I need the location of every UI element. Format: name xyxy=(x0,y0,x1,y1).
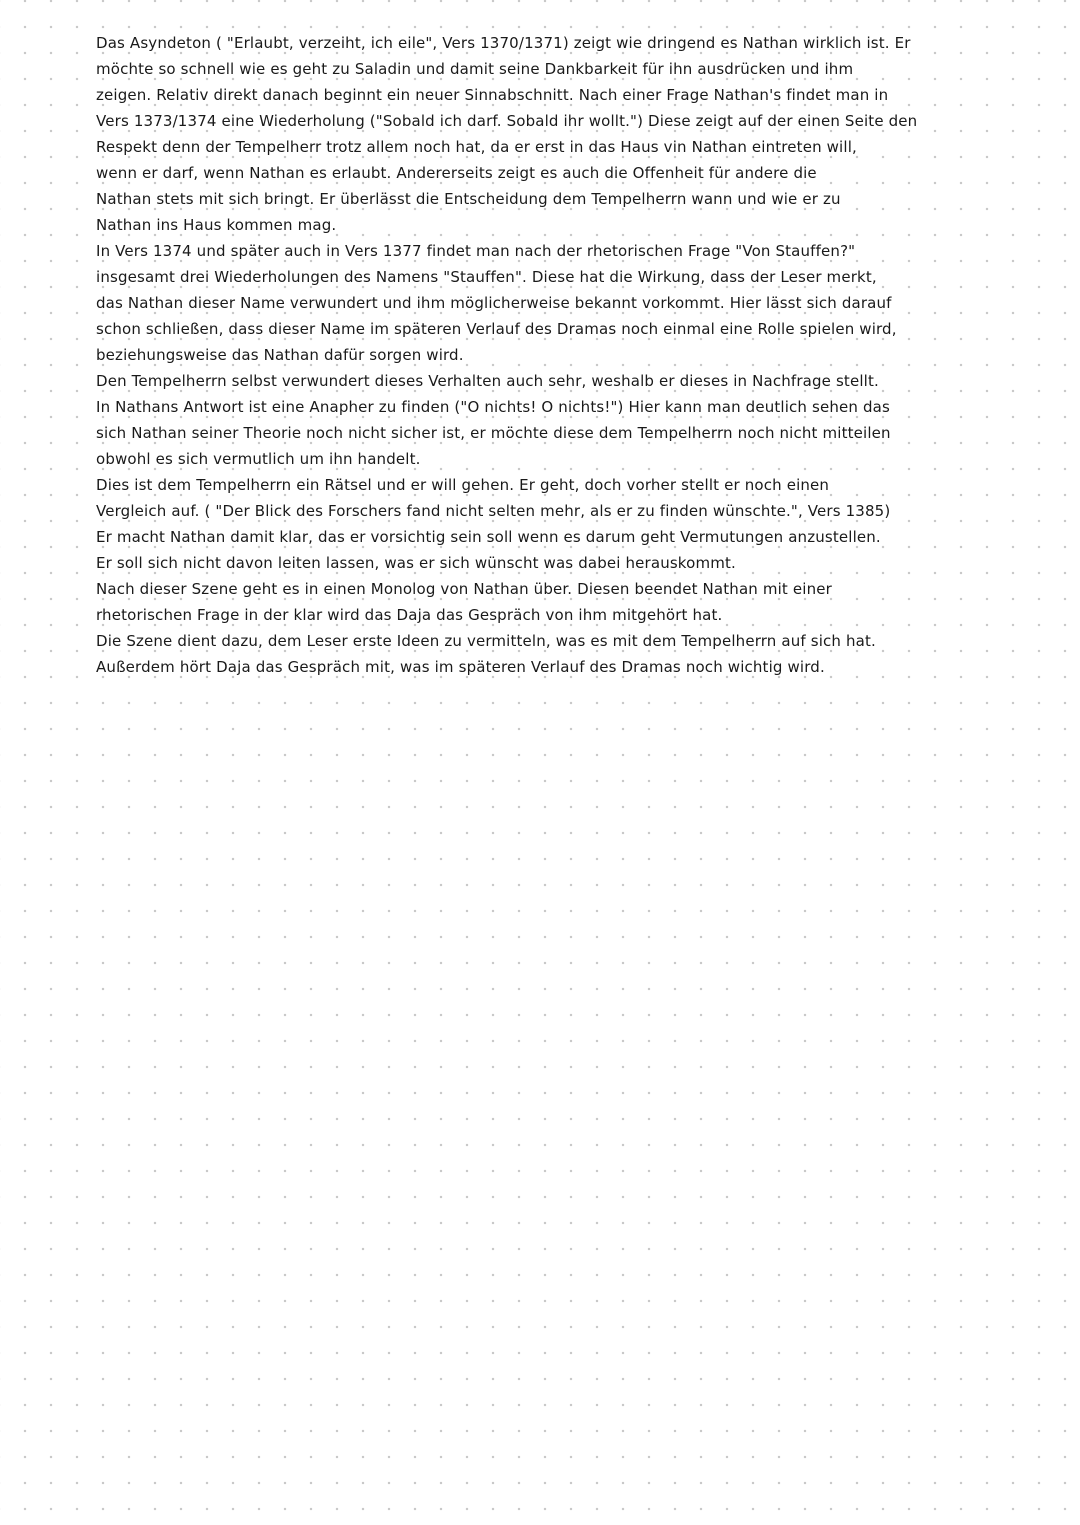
text-line: wenn er darf, wenn Nathan es erlaubt. Andererseits zeigt es auch die Offenheit für andere die xyxy=(96,164,817,182)
text-line: Nathan stets mit sich bringt. Er überlässt die Entscheidung dem Tempelherrn wann und wie er zu xyxy=(96,190,841,208)
text-line: obwohl es sich vermutlich um ihn handelt. xyxy=(96,450,421,468)
text-line: In Vers 1374 und später auch in Vers 1377 findet man nach der rhetorischen Frage "Von Stauffen?" xyxy=(96,242,856,260)
text-line: Vers 1373/1374 eine Wiederholung ("Sobald ich darf. Sobald ihr wollt.") Diese zeigt auf der einen Seite den xyxy=(96,112,918,130)
text-line: zeigen. Relativ direkt danach beginnt ein neuer Sinnabschnitt. Nach einer Frage Nathan's findet man in xyxy=(96,86,889,104)
text-line: Nach dieser Szene geht es in einen Monolog von Nathan über. Diesen beendet Nathan mit einer xyxy=(96,580,832,598)
text-line: Dies ist dem Tempelherrn ein Rätsel und er will gehen. Er geht, doch vorher stellt er noch einen xyxy=(96,476,830,494)
text-line: Nathan ins Haus kommen mag. xyxy=(96,216,337,234)
text-line: insgesamt drei Wiederholungen des Namens "Stauffen". Diese hat die Wirkung, dass der Leser merkt, xyxy=(96,268,877,286)
text-line: sich Nathan seiner Theorie noch nicht sicher ist, er möchte diese dem Tempelherrn noch nicht mitteilen xyxy=(96,424,891,442)
text-line: Er macht Nathan damit klar, das er vorsichtig sein soll wenn es darum geht Vermutungen anzustellen. xyxy=(96,528,881,546)
text-line: schon schließen, dass dieser Name im späteren Verlauf des Dramas noch einmal eine Rolle spielen wird, xyxy=(96,320,897,338)
text-line: Das Asyndeton ( "Erlaubt, verzeiht, ich eile", Vers 1370/1371) zeigt wie dringend es Nathan wirklich ist. Er xyxy=(96,34,911,52)
text-line: möchte so schnell wie es geht zu Saladin und damit seine Dankbarkeit für ihn ausdrücken und ihm xyxy=(96,60,854,78)
text-line: beziehungsweise das Nathan dafür sorgen wird. xyxy=(96,346,464,364)
text-line: Außerdem hört Daja das Gespräch mit, was im späteren Verlauf des Dramas noch wichtig wird. xyxy=(96,658,825,676)
handwritten-text-block xyxy=(96,30,996,680)
text-line: Die Szene dient dazu, dem Leser erste Ideen zu vermitteln, was es mit dem Tempelherrn auf sich hat. xyxy=(96,632,876,650)
text-line: Vergleich auf. ( "Der Blick des Forschers fand nicht selten mehr, als er zu finden wünschte.", Vers 1385) xyxy=(96,502,891,520)
text-line: In Nathans Antwort ist eine Anapher zu finden ("O nichts! O nichts!") Hier kann man deutlich sehen das xyxy=(96,398,890,416)
text-line: Respekt denn der Tempelherr trotz allem noch hat, da er erst in das Haus vin Nathan eintreten will, xyxy=(96,138,857,156)
text-line: Er soll sich nicht davon leiten lassen, was er sich wünscht was dabei herauskommt. xyxy=(96,554,736,572)
text-line: Den Tempelherrn selbst verwundert dieses Verhalten auch sehr, weshalb er dieses in Nachfrage stellt. xyxy=(96,372,879,390)
text-line: das Nathan dieser Name verwundert und ihm möglicherweise bekannt vorkommt. Hier lässt sich darauf xyxy=(96,294,892,312)
text-line: rhetorischen Frage in der klar wird das Daja das Gespräch von ihm mitgehört hat. xyxy=(96,606,723,624)
